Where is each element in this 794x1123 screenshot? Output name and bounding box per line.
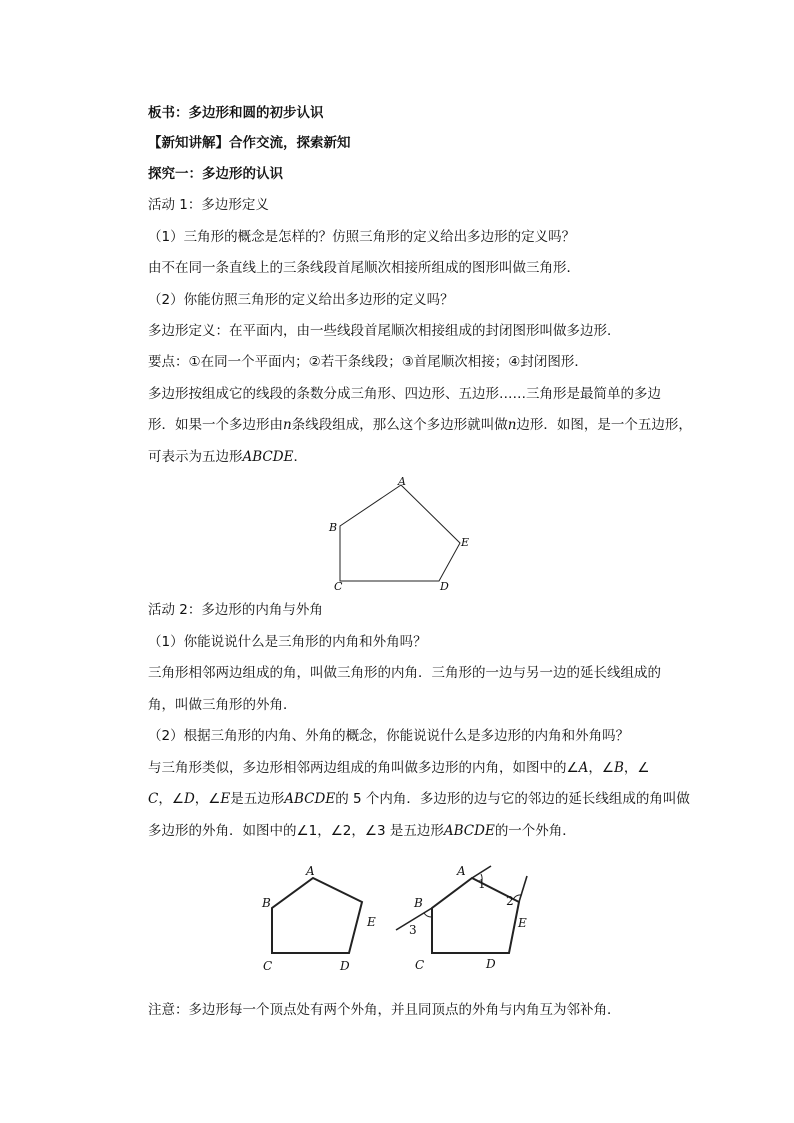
pentagon-figure-2 (258, 860, 388, 975)
section-heading: 【新知讲解】合作交流，探索新知 (148, 135, 351, 151)
text-run: 边形．如图，是一个五边形， (516, 417, 692, 433)
pentagon-shape (272, 878, 362, 953)
polygon-definition: 多边形定义：在平面内，由一些线段首尾顺次相接组成的封闭图形叫做多边形． (148, 323, 621, 339)
label-A: A (306, 864, 315, 878)
pentagon-shape (340, 485, 460, 581)
label-D: D (486, 957, 496, 971)
question-1: （1）三角形的概念是怎样的？仿照三角形的定义给出多边形的定义吗？ (148, 229, 576, 245)
explore-heading: 探究一：多边形的认识 (148, 166, 283, 182)
label-A: A (398, 475, 406, 488)
text-run: 多边形的外角．如图中的∠1，∠2，∠3 是五边形 (148, 823, 444, 839)
paragraph2-line1 (148, 758, 650, 778)
label-B: B (414, 896, 423, 910)
label-E: E (461, 536, 470, 549)
answer-3-line1: 三角形相邻两边组成的角，叫做三角形的内角．三角形的一边与另一边的延长线组成的 (148, 665, 661, 681)
text-run: ，∠ (623, 760, 650, 776)
var: D (183, 791, 195, 807)
label-B: B (329, 521, 338, 534)
label-D: D (340, 959, 350, 973)
pentagon-name: ABCDE (284, 791, 336, 807)
angle-label-3: 3 (409, 923, 417, 937)
text-run: 条线段组成，那么这个多边形就叫做 (291, 417, 508, 433)
text-run: ，∠ (588, 760, 614, 776)
angle-arc-3 (424, 913, 432, 917)
board-title: 板书：多边形和圆的初步认识 (148, 105, 324, 121)
label-B: B (262, 896, 271, 910)
pentagon-figure-1 (320, 475, 480, 590)
paragraph2-line2 (148, 789, 690, 809)
answer-3-line2: 角，叫做三角形的外角． (148, 697, 297, 713)
pentagon-name: ABCDE (242, 449, 294, 465)
question-2: （2）你能仿照三角形的定义给出多边形的定义吗？ (148, 292, 454, 308)
text-run: 的一个外角． (494, 823, 576, 839)
label-E: E (518, 916, 527, 930)
angle-label-2: 2 (506, 894, 514, 908)
pentagon-shape (432, 878, 519, 953)
label-E: E (367, 915, 376, 929)
activity2-heading: 活动 2：多边形的内角与外角 (148, 602, 323, 618)
pentagon-figure-3 (388, 858, 538, 976)
extension-line-e (519, 876, 527, 902)
label-C: C (263, 959, 273, 973)
note: 注意：多边形每一个顶点处有两个外角，并且同顶点的外角与内角互为邻补角． (148, 1002, 621, 1018)
key-points: 要点：①在同一个平面内；②若干条线段；③首尾顺次相接；④封闭图形． (148, 354, 588, 370)
text-run: 是五边形 (230, 791, 285, 807)
variable-n: n (283, 417, 292, 433)
text-run: 的 5 个内角．多边形的边与它的邻边的延长线组成的角叫做 (335, 791, 690, 807)
text-run: 可表示为五边形 (148, 449, 243, 465)
var: A (578, 760, 589, 776)
variable-n: n (507, 417, 517, 433)
text-run: ，∠ (194, 791, 221, 807)
label-C: C (334, 580, 343, 590)
text-run: 与三角形类似，多边形相邻两边组成的角叫做多边形的内角，如图中的∠ (148, 760, 579, 776)
paragraph1-line2 (148, 415, 692, 435)
var: B (613, 760, 624, 776)
var: E (220, 791, 231, 807)
activity1-heading: 活动 1：多边形定义 (148, 197, 269, 213)
label-D: D (440, 580, 449, 590)
paragraph1-line3 (148, 447, 307, 467)
label-C: C (415, 958, 425, 972)
question-3: （1）你能说说什么是三角形的内角和外角吗？ (148, 634, 427, 650)
paragraph1-line1: 多边形按组成它的线段的条数分成三角形、四边形、五边形……三角形是最简单的多边 (148, 386, 661, 402)
pentagon-name: ABCDE (443, 823, 495, 839)
var: C (148, 791, 159, 807)
text-run: 形．如果一个多边形由 (148, 417, 283, 433)
angle-label-1: 1 (478, 877, 486, 891)
paragraph2-line3 (148, 821, 576, 841)
answer-1: 由不在同一条直线上的三条线段首尾顺次相接所组成的图形叫做三角形． (148, 260, 580, 276)
label-A: A (457, 864, 466, 878)
text-run: ． (293, 449, 307, 465)
question-4: （2）根据三角形的内角、外角的概念，你能说说什么是多边形的内角和外角吗？ (148, 728, 630, 744)
text-run: ，∠ (158, 791, 184, 807)
